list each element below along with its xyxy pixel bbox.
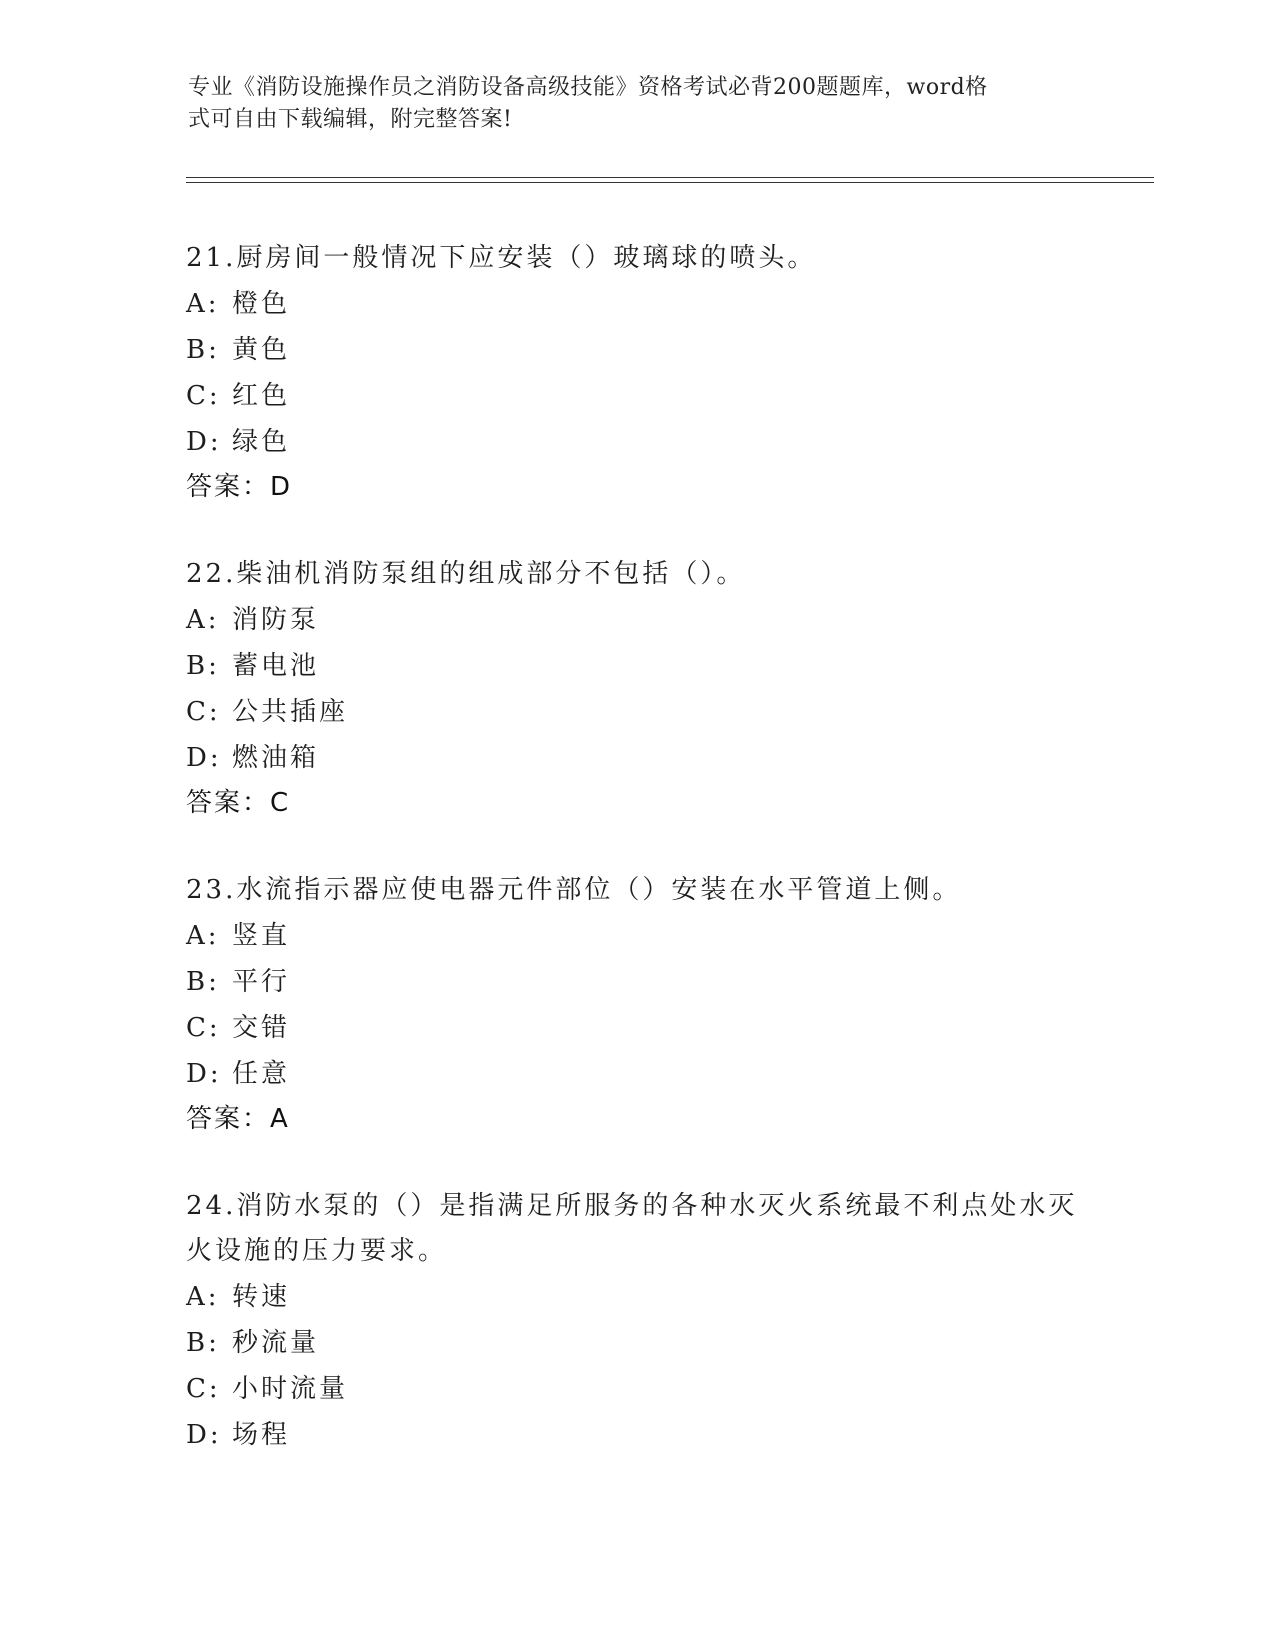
option-a (186, 281, 1086, 327)
option-key: A: (186, 289, 220, 319)
option-text: 红色 (232, 381, 291, 411)
question-stem: 24.消防水泵的（）是指满足所服务的各种水灭火系统最不利点处水灭火设施的压力要求。 (186, 1191, 1078, 1266)
option-c (186, 373, 1086, 419)
option-text: 场程 (232, 1420, 291, 1450)
question-24 (186, 1184, 1086, 1458)
question-23 (186, 868, 1086, 1142)
question-21 (186, 236, 1086, 510)
option-text: 燃油箱 (232, 743, 320, 773)
option-text: 公共插座 (232, 697, 349, 727)
option-c (186, 689, 1086, 735)
option-key: D: (186, 1059, 222, 1089)
option-key: B: (186, 651, 220, 681)
option-key: C: (186, 1374, 221, 1404)
option-key: D: (186, 427, 222, 457)
option-key: A: (186, 1282, 220, 1312)
question-stem: 21.厨房间一般情况下应安装（）玻璃球的喷头。 (186, 243, 817, 273)
question-list (186, 236, 1086, 1500)
option-text: 交错 (232, 1013, 291, 1043)
option-text: 竖直 (232, 921, 291, 951)
option-key: C: (186, 697, 221, 727)
answer-line: 答案：D (186, 472, 293, 502)
option-text: 平行 (232, 967, 291, 997)
answer-line: 答案：A (186, 1104, 290, 1134)
option-a (186, 913, 1086, 959)
option-key: A: (186, 605, 220, 635)
option-b (186, 327, 1086, 373)
question-22 (186, 552, 1086, 826)
option-d (186, 735, 1086, 781)
option-c (186, 1005, 1086, 1051)
option-key: D: (186, 743, 222, 773)
option-c (186, 1366, 1086, 1412)
header-line-1: 专业《消防设施操作员之消防设备高级技能》资格考试必背200题题库，word格 (188, 75, 988, 100)
option-a (186, 1274, 1086, 1320)
option-d (186, 419, 1086, 465)
option-key: B: (186, 967, 220, 997)
question-stem: 22.柴油机消防泵组的组成部分不包括（）。 (186, 559, 746, 589)
answer-line: 答案：C (186, 788, 291, 818)
option-key: B: (186, 1328, 220, 1358)
option-text: 消防泵 (232, 605, 320, 635)
option-b (186, 959, 1086, 1005)
option-a (186, 597, 1086, 643)
option-d (186, 1051, 1086, 1097)
option-key: B: (186, 335, 220, 365)
option-text: 橙色 (232, 289, 291, 319)
option-text: 秒流量 (232, 1328, 320, 1358)
option-text: 任意 (232, 1059, 291, 1089)
option-text: 绿色 (232, 427, 291, 457)
header-line-2: 式可自由下载编辑，附完整答案! (188, 107, 513, 132)
option-text: 蓄电池 (232, 651, 320, 681)
option-d (186, 1412, 1086, 1458)
option-text: 小时流量 (232, 1374, 349, 1404)
option-key: D: (186, 1420, 222, 1450)
option-text: 转速 (232, 1282, 291, 1312)
option-key: C: (186, 1013, 221, 1043)
option-b (186, 643, 1086, 689)
option-key: A: (186, 921, 220, 951)
header-divider-top (186, 177, 1154, 178)
option-key: C: (186, 381, 221, 411)
header-divider-bottom (186, 182, 1154, 183)
option-b (186, 1320, 1086, 1366)
option-text: 黄色 (232, 335, 291, 365)
question-stem: 23.水流指示器应使电器元件部位（）安装在水平管道上侧。 (186, 875, 962, 905)
document-header (188, 72, 1068, 136)
